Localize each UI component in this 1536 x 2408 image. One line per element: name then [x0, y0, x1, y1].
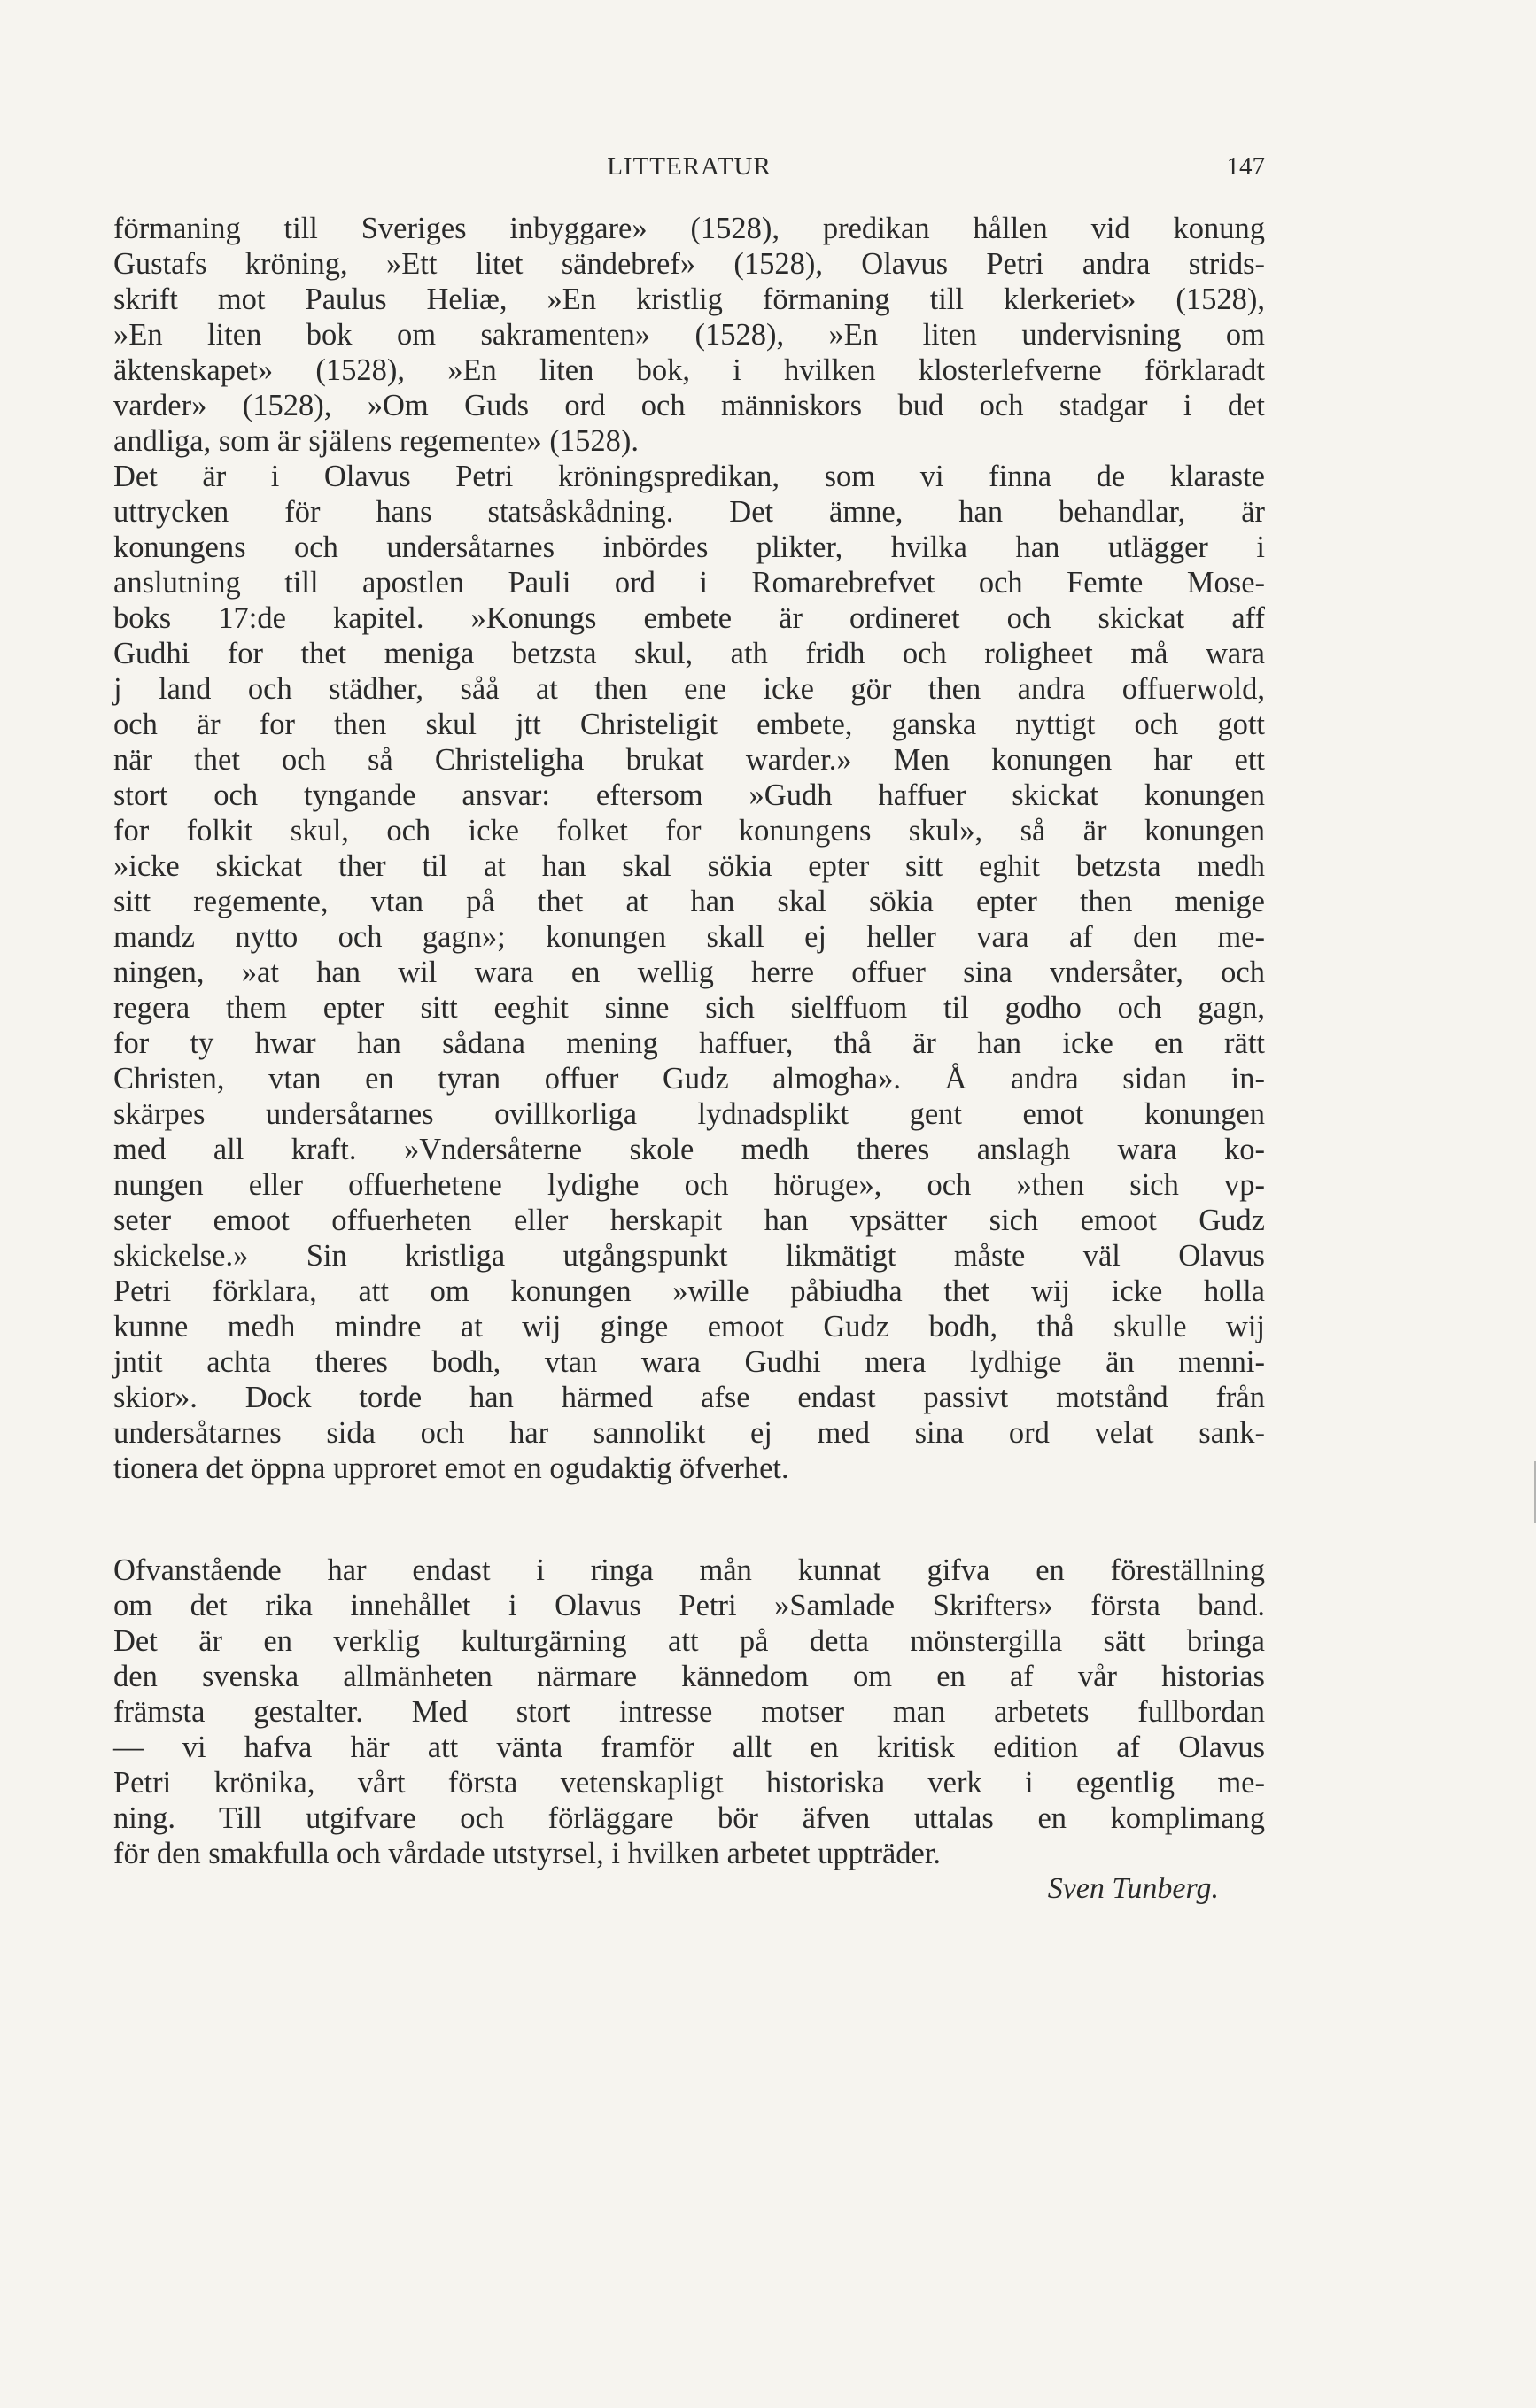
text-line: Petri förklara, att om konungen »wille påbiudha thet wij icke holla [113, 1274, 1265, 1308]
text-line: tionera det öppna upproret emot en ogudaktig öfverhet. [113, 1452, 789, 1485]
text-line: ning. Till utgifvare och förläggare bör äfven uttalas en komplimang [113, 1801, 1265, 1835]
text-line: for ty hwar han sådana mening haffuer, thå är han icke en rätt [113, 1026, 1265, 1060]
text-line: Ofvanstående har endast i ringa mån kunnat gifva en föreställning [113, 1553, 1265, 1587]
text-line: Det är i Olavus Petri kröningspredikan, som vi finna de klaraste [113, 460, 1265, 493]
text-line: den svenska allmänheten närmare kännedom om en af vår historias [113, 1660, 1265, 1693]
page-header [113, 143, 1265, 188]
page-number: 147 [1226, 152, 1265, 181]
text-line: skärpes undersåtarnes ovillkorliga lydnadsplikt gent emot konungen [113, 1097, 1265, 1131]
text-line: anslutning till apostlen Pauli ord i Romarebrefvet och Femte Mose- [113, 566, 1265, 600]
section-gap [113, 1486, 1265, 1552]
text-line: skickelse.» Sin kristliga utgångspunkt likmätigt måste väl Olavus [113, 1239, 1265, 1273]
text-line: Petri krönika, vårt första vetenskapligt historiska verk i egentlig me- [113, 1766, 1265, 1800]
text-line: — vi hafva här att vänta framför allt en kritisk edition af Olavus [113, 1731, 1265, 1764]
text-line: Gustafs kröning, »Ett litet sändebref» (1528), Olavus Petri andra strids- [113, 247, 1265, 281]
text-line: ningen, »at han wil wara en wellig herre offuer sina vndersåter, och [113, 956, 1265, 989]
text-line: skrift mot Paulus Heliæ, »En kristlig förmaning till klerkeriet» (1528), [113, 283, 1265, 316]
text-line: Gudhi for thet meniga betzsta skul, ath fridh och roligheet må wara [113, 637, 1265, 670]
text-line: uttrycken för hans statsåskådning. Det ämne, han behandlar, är [113, 495, 1265, 529]
text-line: och är for then skul jtt Christeligit embete, ganska nyttigt och gott [113, 708, 1265, 741]
text-line: nungen eller offuerhetene lydighe och höruge», och »then sich vp- [113, 1168, 1265, 1202]
text-line: mandz nytto och gagn»; konungen skall ej heller vara af den me- [113, 920, 1265, 954]
text-line: undersåtarnes sida och har sannolikt ej med sina ord velat sank- [113, 1416, 1265, 1450]
text-line: förmaning till Sveriges inbyggare» (1528), predikan hållen vid konung [113, 212, 1265, 245]
text-line: for folkit skul, och icke folket for konungens skul», så är konungen [113, 814, 1265, 848]
text-line: när thet och så Christeligha brukat warder.» Men konungen har ett [113, 743, 1265, 777]
text-line: »icke skickat ther til at han skal sökia epter sitt eghit betzsta medh [113, 849, 1265, 883]
author-signature: Sven Tunberg. [1047, 1872, 1219, 1905]
text-line: jntit achta theres bodh, vtan wara Gudhi mera lydhige än menni- [113, 1345, 1265, 1379]
text-line: sitt regemente, vtan på thet at han skal sökia epter then menige [113, 885, 1265, 918]
text-line: Det är en verklig kulturgärning att på detta mönstergilla sätt bringa [113, 1624, 1265, 1658]
text-line: skior». Dock torde han härmed afse endast passivt motstånd från [113, 1381, 1265, 1414]
text-line: Christen, vtan en tyran offuer Gudz almogha». Å andra sidan in- [113, 1062, 1265, 1096]
text-line: seter emoot offuerheten eller herskapit han vpsätter sich emoot Gudz [113, 1204, 1265, 1237]
text-line: boks 17:de kapitel. »Konungs embete är ordineret och skickat aff [113, 601, 1265, 635]
text-line: j land och städher, såå at then ene icke gör then andra offuerwold, [113, 672, 1265, 706]
paragraph [113, 1552, 1265, 1871]
text-line: regera them epter sitt eeghit sinne sich sielffuom til godho och gagn, [113, 991, 1265, 1025]
text-line: kunne medh mindre at wij ginge emoot Gudz bodh, thå skulle wij [113, 1310, 1265, 1343]
text-line: varder» (1528), »Om Guds ord och människors bud och stadgar i det [113, 389, 1265, 422]
text-line: äktenskapet» (1528), »En liten bok, i hvilken klosterlefverne förklaradt [113, 353, 1265, 387]
text-line: med all kraft. »Vndersåterne skole medh theres anslagh wara ko- [113, 1133, 1265, 1166]
text-line: för den smakfulla och vårdade utstyrsel, i hvilken arbetet uppträder. [113, 1837, 942, 1870]
text-line: om det rika innehållet i Olavus Petri »Samlade Skrifters» första band. [113, 1589, 1265, 1622]
body-text [113, 211, 1265, 1907]
text-line: stort och tyngande ansvar: eftersom »Gudh haffuer skickat konungen [113, 778, 1265, 812]
text-line: konungens och undersåtarnes inbördes plikter, hvilka han utlägger i [113, 530, 1265, 564]
paragraph [113, 459, 1265, 1486]
text-line: främsta gestalter. Med stort intresse motser man arbetets fullbordan [113, 1695, 1265, 1729]
running-head: LITTERATUR [607, 152, 772, 181]
paragraph [113, 211, 1265, 459]
text-line: »En liten bok om sakramenten» (1528), »En liten undervisning om [113, 318, 1265, 352]
text-line: andliga, som är själens regemente» (1528). [113, 424, 640, 458]
